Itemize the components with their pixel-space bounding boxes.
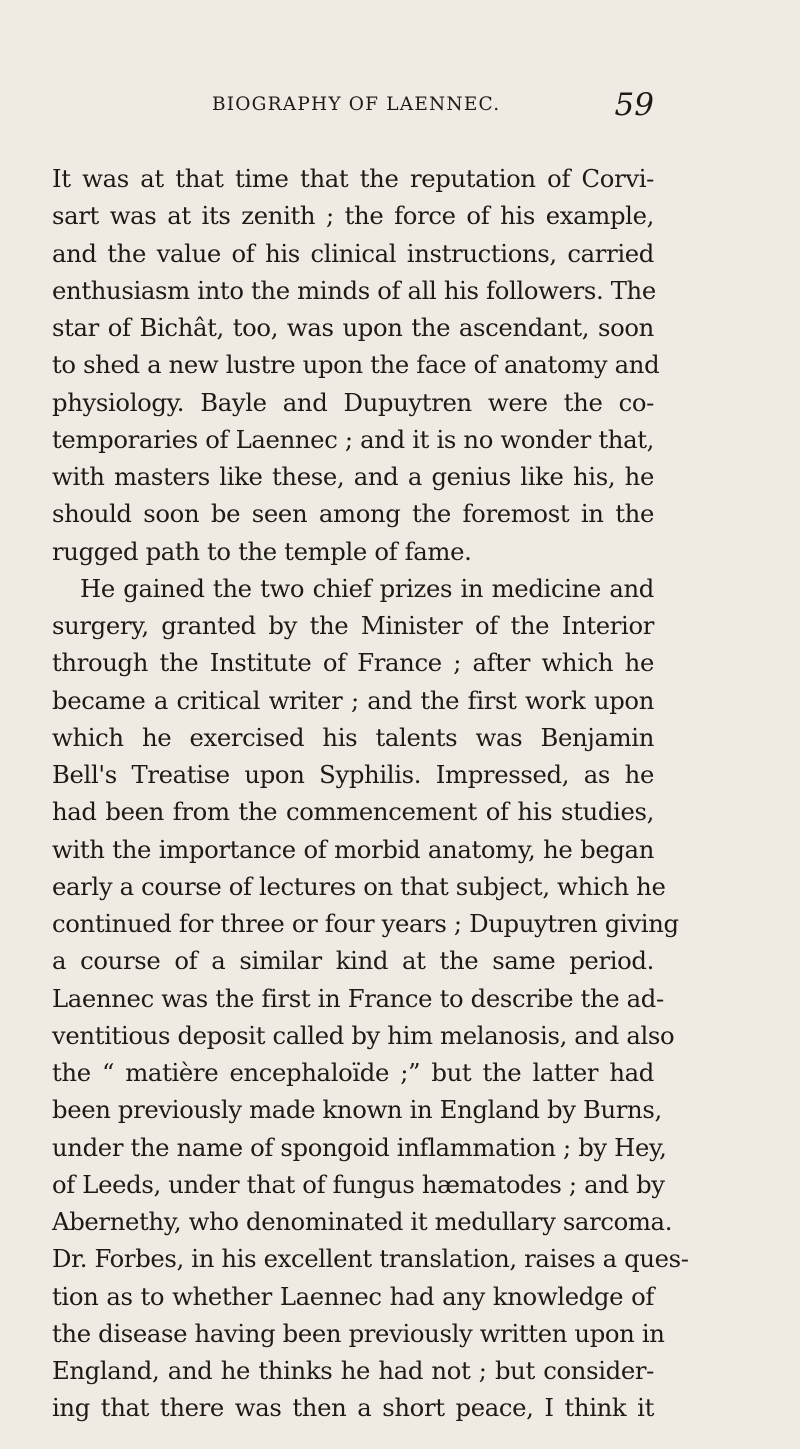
text-line: Dr. Forbes, in his excellent translation, raises a ques-: [52, 1244, 689, 1274]
text-line: physiology. Bayle and Dupuytren were the co-: [52, 387, 654, 417]
text-line: enthusiasm into the minds of all his followers. The: [52, 275, 656, 305]
text-line: became a critical writer ; and the first work upon: [52, 685, 654, 715]
text-line: been previously made known in England by Burns,: [52, 1095, 662, 1125]
text-line: continued for three or four years ; Dupuytren giving: [52, 909, 679, 938]
text-line: sart was at its zenith ; the force of his example,: [52, 201, 654, 231]
text-line: Bell's Treatise upon Syphilis. Impressed, as he: [52, 760, 654, 789]
text-line: and the value of his clinical instructions, carried: [52, 238, 654, 268]
text-line: England, and he thinks he had not ; but consider-: [52, 1356, 654, 1385]
text-line: the “ matière encephaloïde ;” but the latter had: [52, 1058, 654, 1087]
text-line: had been from the commencement of his studies,: [52, 797, 654, 827]
text-line: should soon be seen among the foremost in the: [52, 499, 654, 529]
text-line: Laennec was the first in France to describe the ad-: [52, 983, 664, 1013]
text-line: temporaries of Laennec ; and it is no wonder that,: [52, 424, 654, 454]
text-line: ventitious deposit called by him melanosis, and also: [52, 1020, 675, 1050]
page-number: 59: [614, 87, 654, 123]
text-line: a course of a similar kind at the same period.: [52, 946, 654, 976]
running-title: BIOGRAPHY OF LAENNEC.: [212, 94, 501, 115]
text-line: He gained the two chief prizes in medicine and: [80, 573, 654, 603]
text-line: under the name of spongoid inflammation ; by Hey,: [52, 1132, 667, 1162]
text-line: It was at that time that the reputation of Corvi-: [52, 164, 654, 193]
text-line: Abernethy, who denominated it medullary sarcoma.: [52, 1207, 673, 1236]
text-line: early a course of lectures on that subject, which he: [52, 871, 666, 901]
text-line: surgery, granted by the Minister of the Interior: [52, 611, 654, 640]
text-line: the disease having been previously written upon in: [52, 1318, 665, 1348]
text-line: with the importance of morbid anatomy, he began: [52, 834, 654, 864]
text-line: tion as to whether Laennec had any knowledge of: [52, 1281, 654, 1311]
text-line: through the Institute of France ; after which he: [52, 648, 654, 678]
text-line: of Leeds, under that of fungus hæmatodes ; and by: [52, 1169, 665, 1199]
running-head: [52, 88, 654, 128]
text-line: to shed a new lustre upon the face of anatomy and: [52, 350, 660, 380]
body-text: [52, 160, 689, 1427]
text-line: with masters like these, and a genius like his, he: [52, 462, 654, 491]
text-line: star of Bichât, too, was upon the ascendant, soon: [52, 313, 654, 342]
text-line: rugged path to the temple of fame.: [52, 536, 472, 566]
text-line: ing that there was then a short peace, I think it: [52, 1393, 654, 1423]
text-line: which he exercised his talents was Benjamin: [52, 722, 654, 752]
